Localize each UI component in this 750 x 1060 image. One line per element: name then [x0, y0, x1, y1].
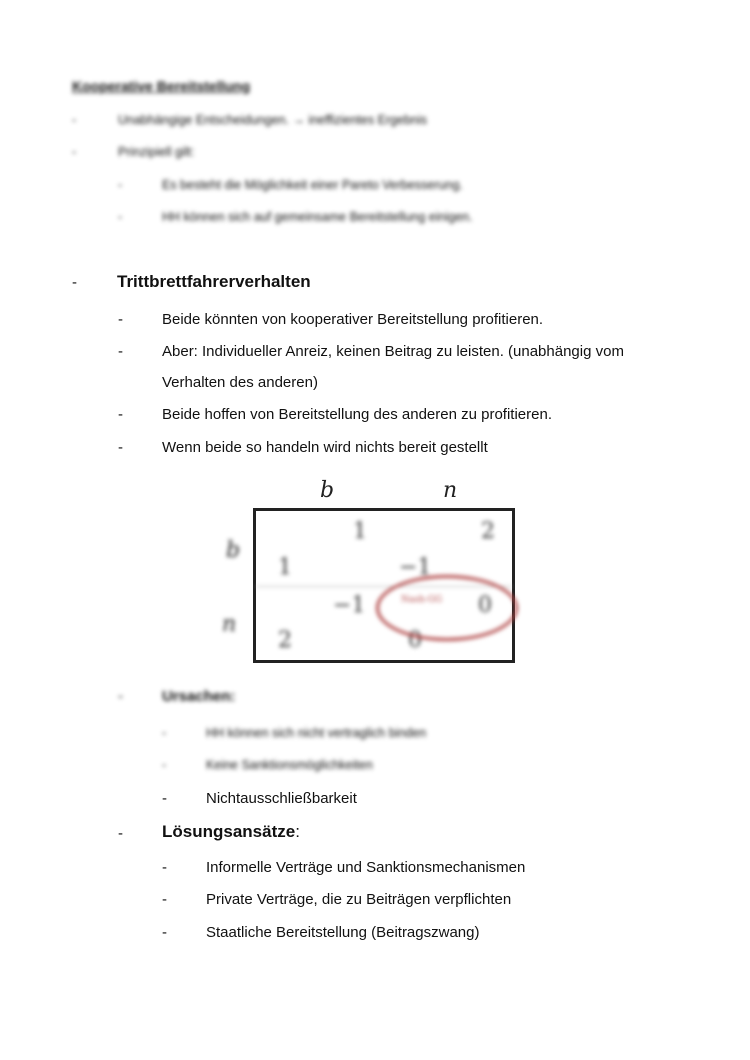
list-item: Prinzipiell gilt: [118, 145, 195, 159]
list-item-continuation: Verhalten des anderen) [162, 374, 318, 391]
matrix-grid [253, 508, 515, 663]
payoff-nn-lower: 0 [408, 628, 422, 653]
column-label-b: b [320, 478, 335, 503]
list-item: Private Verträge, die zu Beiträgen verpflichten [206, 891, 512, 908]
bullet: - [72, 274, 77, 291]
payoff-bb-upper: 1 [353, 519, 367, 544]
payoff-bn-lower: −1 [399, 555, 432, 580]
bullet: - [72, 113, 77, 127]
bullet: - [118, 343, 123, 360]
row-label-n: n [222, 612, 237, 637]
list-item: Beide hoffen von Bereitstellung des anderen zu profitieren. [162, 406, 552, 423]
payoff-nb-lower: 2 [278, 628, 292, 653]
section-title-text: Lösungsansätze [162, 822, 296, 841]
list-item: Wenn beide so handeln wird nichts bereit gestellt [162, 439, 488, 456]
bullet: - [72, 145, 77, 159]
column-label-n: n [443, 478, 458, 503]
bullet: - [162, 924, 167, 941]
list-item: HH können sich auf gemeinsame Bereitstellung einigen. [162, 210, 473, 224]
bullet: - [162, 758, 167, 772]
list-item: Staatliche Bereitstellung (Beitragszwang) [206, 924, 480, 941]
section-title: Kooperative Bereitstellung [72, 78, 251, 94]
payoff-nn-upper: 0 [478, 593, 492, 618]
bullet: - [162, 726, 167, 740]
list-item: Unabhängige Entscheidungen. → ineffizientes Ergebnis [118, 113, 428, 127]
bullet: - [118, 311, 123, 328]
payoff-bb-lower: 1 [278, 555, 292, 580]
bullet: - [118, 688, 123, 705]
section-title [162, 822, 300, 842]
section-title: Trittbrettfahrerverhalten [117, 272, 311, 291]
bullet: - [162, 859, 167, 876]
list-item: Es besteht die Möglichkeit einer Pareto Verbesserung. [162, 178, 463, 192]
bullet: - [118, 178, 123, 192]
bullet: - [162, 891, 167, 908]
section-title: Ursachen: [162, 688, 236, 705]
list-item: Aber: Individueller Anreiz, keinen Beitrag zu leisten. (unabhängig vom [162, 343, 624, 360]
list-item: Informelle Verträge und Sanktionsmechanismen [206, 859, 526, 876]
list-item: Keine Sanktionsmöglichkeiten [206, 758, 373, 772]
bullet: - [118, 406, 123, 423]
payoff-bn-upper: 2 [481, 519, 495, 544]
list-item: Nichtausschließbarkeit [206, 790, 357, 807]
payoff-matrix [200, 478, 530, 678]
bullet: - [162, 790, 167, 807]
nash-equilibrium-label: Nash-GG [401, 595, 443, 605]
row-label-b: b [226, 538, 241, 563]
section-title-colon: : [295, 822, 300, 841]
payoff-nb-upper: −1 [333, 593, 366, 618]
bullet: - [118, 210, 123, 224]
list-item: HH können sich nicht vertraglich binden [206, 726, 427, 740]
nash-equilibrium-circle [376, 575, 518, 641]
bullet: - [118, 439, 123, 456]
bullet: - [118, 825, 123, 842]
list-item: Beide könnten von kooperativer Bereitstellung profitieren. [162, 311, 544, 328]
